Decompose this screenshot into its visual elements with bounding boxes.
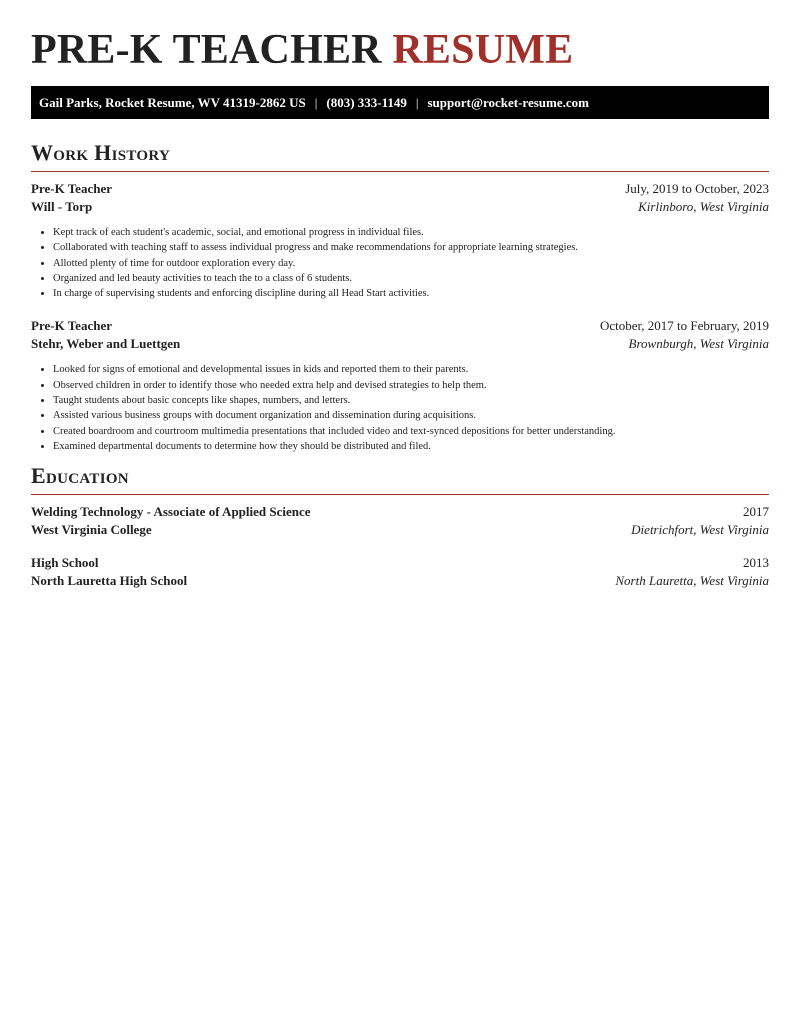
education-location: North Lauretta, West Virginia	[615, 573, 769, 588]
education-entry	[31, 504, 769, 540]
job-company-row	[31, 336, 769, 354]
contact-separator: |	[415, 94, 419, 110]
job-duty: • Organized and led beauty activities to teach the to a class of 6 students.	[53, 271, 769, 286]
contact-bar	[31, 86, 769, 119]
job-duties-list	[31, 362, 769, 454]
job-company: Stehr, Weber and Luettgen	[31, 336, 181, 352]
job-duty: • Looked for signs of emotional and developmental issues in kids and reported them to their parents.	[53, 362, 769, 377]
job-company: Will - Torp	[31, 199, 93, 214]
education-section	[31, 464, 769, 591]
job-dates: July, 2019 to October, 2023	[625, 181, 769, 196]
job-duty: • Examined departmental documents to determine how they should be distributed and filed.	[53, 439, 769, 454]
education-header-row	[31, 504, 769, 522]
job-duty: • Created boardroom and courtroom multimedia presentations that included video and text-synced depositions for better understanding.	[53, 424, 769, 439]
title-accent: RESUME	[392, 27, 574, 73]
section-divider	[31, 494, 769, 495]
contact-phone: (803) 333-1149	[326, 94, 407, 110]
job-location: Kirlinboro, West Virginia	[638, 199, 769, 214]
contact-name-address: Gail Parks, Rocket Resume, WV 41319-2862 US	[39, 94, 306, 110]
education-school: West Virginia College	[31, 522, 152, 537]
job-duty: • Kept track of each student's academic, social, and emotional progress in individual files.	[53, 225, 769, 240]
education-school-row	[31, 522, 769, 540]
title-main: PRE-K TEACHER	[31, 27, 382, 73]
education-entry	[31, 555, 769, 591]
resume-title	[31, 27, 573, 73]
job-title: Pre-K Teacher	[31, 181, 112, 196]
education-degree: Welding Technology - Associate of Applied Science	[31, 504, 311, 519]
education-school-row	[31, 573, 769, 591]
job-header-row	[31, 318, 769, 336]
job-company-row	[31, 199, 769, 217]
job-entry	[31, 181, 769, 301]
job-entry	[31, 318, 769, 454]
education-degree: High School	[31, 555, 99, 570]
job-duty: • Allotted plenty of time for outdoor exploration every day.	[53, 256, 769, 271]
job-dates: October, 2017 to February, 2019	[599, 318, 769, 334]
section-heading-work-history: Work History	[31, 140, 171, 165]
job-header-row	[31, 181, 769, 199]
section-divider	[31, 171, 769, 172]
contact-email: support@rocket-resume.com	[427, 94, 589, 110]
contact-separator: |	[314, 94, 318, 110]
work-history-section	[31, 141, 769, 454]
education-header-row	[31, 555, 769, 573]
job-duty: • Taught students about basic concepts like shapes, numbers, and letters.	[53, 393, 769, 408]
job-location: Brownburgh, West Virginia	[628, 336, 769, 352]
job-duty: • Collaborated with teaching staff to assess individual progress and make recommendations for appropriate learning strategies.	[53, 240, 769, 255]
job-duty: • Assisted various business groups with document organization and dissemination during acquisitions.	[53, 408, 769, 423]
job-duty: • In charge of supervising students and enforcing discipline during all Head Start activities.	[53, 286, 769, 301]
section-heading-education: Education	[31, 463, 129, 488]
education-location: Dietrichfort, West Virginia	[631, 522, 769, 537]
education-year: 2017	[743, 504, 769, 519]
education-school: North Lauretta High School	[31, 573, 188, 588]
job-title: Pre-K Teacher	[31, 318, 112, 334]
education-year: 2013	[743, 555, 769, 570]
job-duty: • Observed children in order to identify those who needed extra help and devised strategies to help them.	[53, 378, 769, 393]
job-duties-list	[31, 225, 769, 301]
